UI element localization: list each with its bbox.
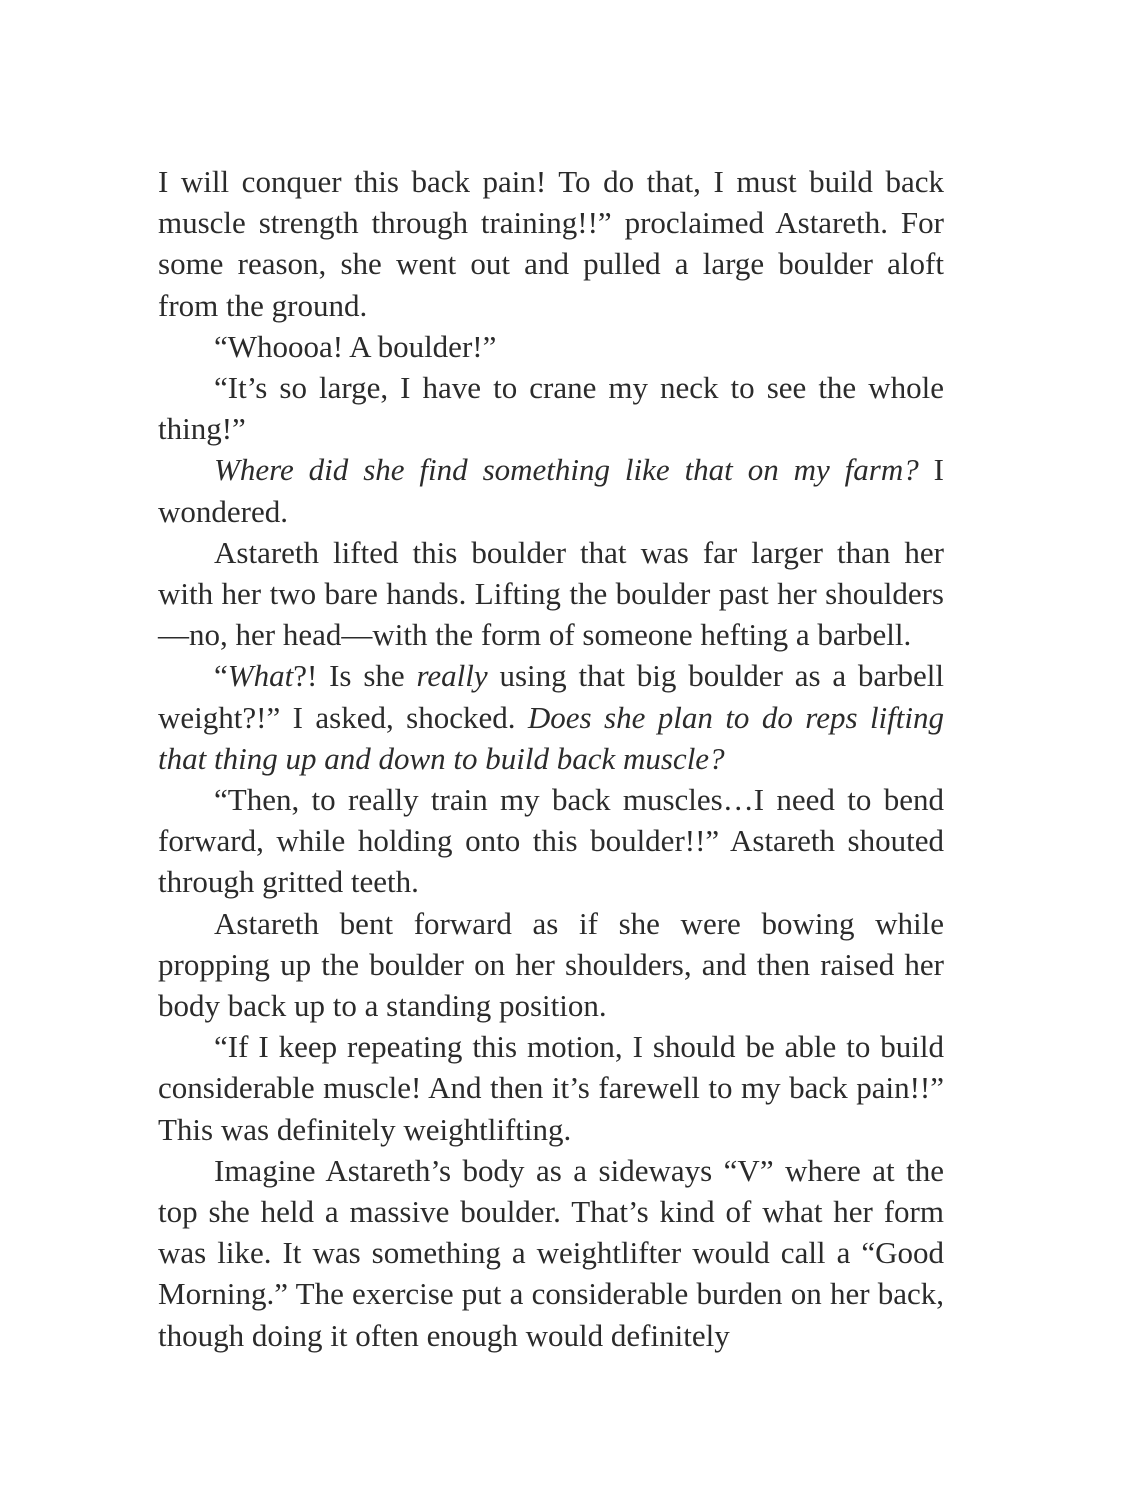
text-segment: “Whoooa! A boulder!”: [214, 328, 497, 364]
paragraph-p9: [158, 1026, 944, 1150]
book-page-text: [158, 161, 944, 1356]
text-segment: using that big boulder as a barbell weight?!” I asked, shocked.: [158, 658, 945, 735]
paragraph-p6: [158, 655, 944, 779]
text-segment: “Then, to really train my back muscles…I need to bend forward, while holding onto this boulder!!” Astareth shouted through gritted teeth.: [158, 782, 944, 900]
text-segment: I wondered.: [158, 452, 944, 529]
paragraph-p5: [158, 532, 944, 656]
italic-text-segment: Does she plan to do reps lifting that thing up and down to build back muscle?: [158, 699, 945, 776]
text-segment: “If I keep repeating this motion, I should be able to build considerable muscle! And then it’s farewell to my back pain!!” This was definitely weightlifting.: [158, 1029, 944, 1147]
italic-text-segment: really: [416, 658, 488, 694]
paragraph-p7: [158, 779, 944, 903]
paragraph-p1: [158, 161, 944, 326]
paragraph-p4: [158, 449, 944, 531]
text-segment: Astareth lifted this boulder that was far larger than her with her two bare hands. Lifting the boulder past her shoulders—no, her head—with the form of someone hefting a barbell.: [158, 534, 944, 653]
text-segment: ?! Is she: [293, 658, 417, 694]
italic-text-segment: What: [227, 658, 294, 694]
text-segment: I will conquer this back pain! To do that, I must build back muscle strength through training!!” proclaimed Astareth. For some reason, she went out and pulled a large boulder aloft from the ground.: [158, 164, 944, 323]
text-segment: Imagine Astareth’s body as a sideways “V” where at the top she held a massive boulder. That’s kind of what her form was like. It was something a weightlifter would call a “Good Morning.” The exercise put a considerable burden on her back, though doing it often enough would definitely: [158, 1152, 944, 1353]
text-segment: “It’s so large, I have to crane my neck to see the whole thing!”: [158, 370, 944, 447]
text-segment: Astareth bent forward as if she were bowing while propping up the boulder on her shoulders, and then raised her body back up to a standing position.: [158, 905, 944, 1024]
paragraph-p2: [158, 326, 944, 367]
paragraph-p3: [158, 367, 944, 449]
text-segment: “: [214, 658, 228, 694]
italic-text-segment: Where did she find something like that on my farm?: [214, 452, 919, 488]
paragraph-p10: [158, 1150, 944, 1356]
paragraph-p8: [158, 903, 944, 1027]
